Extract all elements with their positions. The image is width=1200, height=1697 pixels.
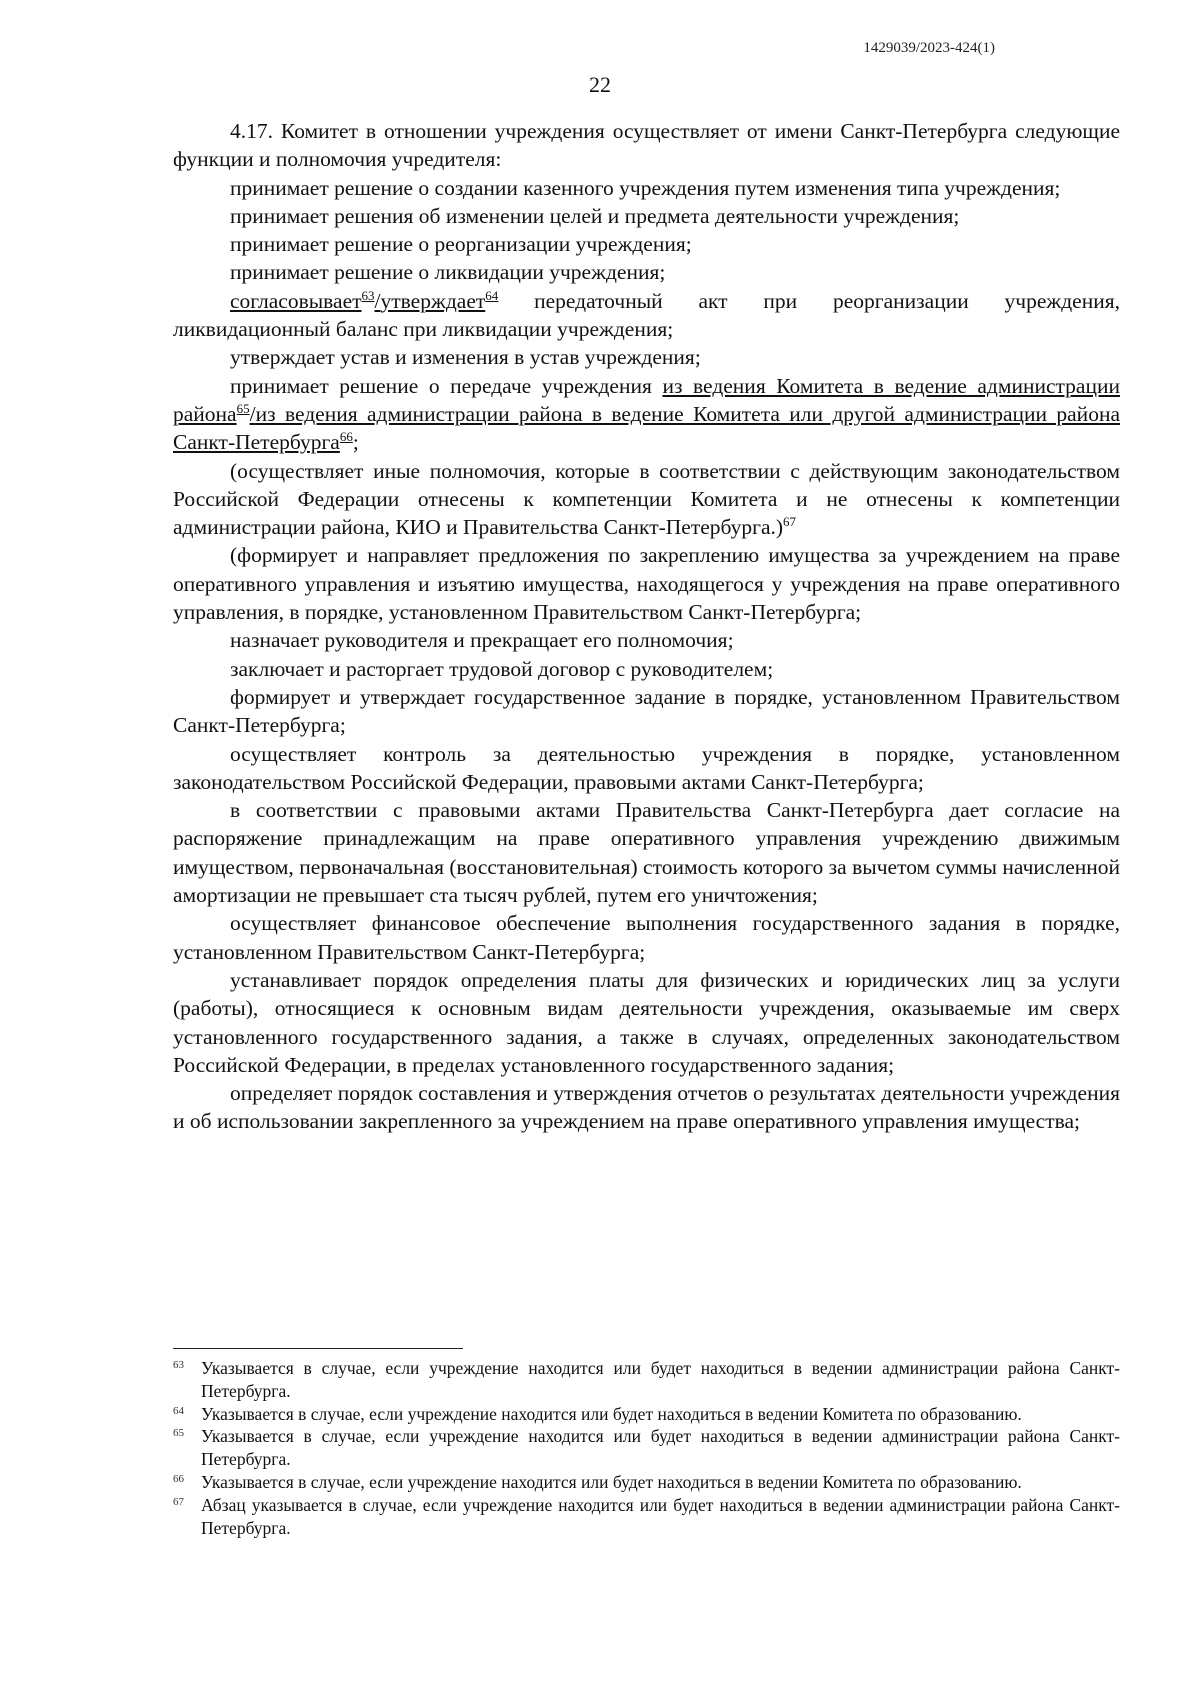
footnote xyxy=(173,1403,1120,1426)
footnote-separator xyxy=(173,1348,463,1349)
paragraph: утверждает устав и изменения в устав учреждения; xyxy=(230,345,701,370)
underlined-text: утверждает xyxy=(380,288,486,313)
paragraph xyxy=(173,457,1120,542)
footnote-ref[interactable]: 64 xyxy=(485,287,499,303)
footnote-ref[interactable]: 65 xyxy=(236,400,250,416)
paragraph: осуществляет контроль за деятельностью учреждения в порядке, установленном законодательством Российской Федерации, правовыми актами Санкт-Петербурга; xyxy=(173,741,1120,794)
underlined-text: из ведения администрации района в ведение Комитета или другой администрации района Санкт-Петербурга xyxy=(173,401,1120,455)
separator: / xyxy=(249,401,256,426)
paragraph: принимает решение о создании казенного учреждения путем изменения типа учреждения; xyxy=(230,175,1061,200)
paragraph: формирует и утверждает государственное задание в порядке, установленном Правительством Санкт-Петербурга; xyxy=(173,684,1120,738)
document-body xyxy=(173,117,1120,1136)
footnote-ref[interactable]: 67 xyxy=(783,514,797,530)
footnote-mark: 65 xyxy=(173,1427,184,1440)
document-id: 1429039/2023-424(1) xyxy=(863,40,995,56)
paragraph-text: (осуществляет иные полномочия, которые в соответствии с действующим законодательством Российской Федерации отнесены к компетенции Комитета и не отнесены к компетенции администрации района, КИО и Правительства Санкт-Петербурга.) xyxy=(173,458,1120,540)
paragraph-text: принимает решение о передаче учреждения xyxy=(230,373,663,398)
footnote xyxy=(173,1357,1120,1403)
footnote xyxy=(173,1425,1120,1471)
footnote-text: Указывается в случае, если учреждение находится или будет находиться в ведении Комитета по образованию. xyxy=(201,1403,1022,1424)
paragraph-text: передаточный акт при реорганизации учреждения, ликвидационный баланс при ликвидации учреждения; xyxy=(173,288,1120,342)
footnote-text: Указывается в случае, если учреждение находится или будет находиться в ведении администрации района Санкт-Петербурга. xyxy=(201,1358,1120,1401)
paragraph: осуществляет финансовое обеспечение выполнения государственного задания в порядке, установленном Правительством Санкт-Петербурга; xyxy=(173,911,1120,964)
paragraph: назначает руководителя и прекращает его полномочия; xyxy=(230,628,734,653)
paragraph: (формирует и направляет предложения по закреплению имущества за учреждением на праве оперативного управления и изъятию имущества, находящегося у учреждения на праве оперативного управления, в порядке, установленном Правительством Санкт-Петербурга; xyxy=(173,543,1120,625)
footnote xyxy=(173,1494,1120,1540)
page-number: 22 xyxy=(589,72,611,97)
footnote-mark: 63 xyxy=(173,1359,184,1371)
footnote xyxy=(173,1471,1120,1494)
footnote-ref[interactable]: 63 xyxy=(361,287,375,303)
footnote-ref[interactable]: 66 xyxy=(339,429,353,445)
footnote-mark: 67 xyxy=(173,1495,184,1508)
paragraph xyxy=(173,287,1120,344)
paragraph: устанавливает порядок определения платы для физических и юридических лиц за услуги (работы), относящиеся к основным видам деятельности учреждения, оказываемые им сверх установленного государственного задания, а также в случаях, определенных законодательством Российской Федерации, в пределах установленного государственного задания; xyxy=(173,967,1120,1077)
paragraph: принимает решение о ликвидации учреждения; xyxy=(230,260,666,285)
footnote-text: Указывается в случае, если учреждение находится или будет находиться в ведении Комитета по образованию. xyxy=(201,1471,1022,1492)
paragraph-text: ; xyxy=(352,430,359,455)
paragraph: определяет порядок составления и утверждения отчетов о результатах деятельности учреждения и об использовании закрепленного за учреждением на праве оперативного управления имущества; xyxy=(173,1081,1120,1134)
footnote-mark: 64 xyxy=(173,1404,184,1417)
paragraph: принимает решение о реорганизации учреждения; xyxy=(230,232,692,257)
footnotes xyxy=(173,1357,1120,1539)
footnote-text: Абзац указывается в случае, если учреждение находится или будет находиться в ведении администрации района Санкт-Петербурга. xyxy=(201,1494,1120,1538)
paragraph: 4.17. Комитет в отношении учреждения осуществляет от имени Санкт-Петербурга следующие функции и полномочия учредителя: xyxy=(173,119,1120,172)
paragraph: принимает решения об изменении целей и предмета деятельности учреждения; xyxy=(230,203,960,228)
separator: / xyxy=(374,288,381,313)
paragraph: заключает и расторгает трудовой договор с руководителем; xyxy=(230,656,774,681)
underlined-text: из ведения Комитета в ведение администрации района xyxy=(173,373,1120,426)
footnote-mark: 66 xyxy=(173,1472,184,1485)
paragraph: в соответствии с правовыми актами Правительства Санкт-Петербурга дает согласие на распоряжение принадлежащим на праве оперативного управления учреждению движимым имуществом, первоначальная (восстановительная) стоимость которого за вычетом суммы начисленной амортизации не превышает ста тысяч рублей, путем его уничтожения; xyxy=(173,798,1120,908)
underlined-text: согласовывает xyxy=(230,288,362,313)
paragraph xyxy=(173,372,1120,457)
footnote-text: Указывается в случае, если учреждение находится или будет находиться в ведении администрации района Санкт-Петербурга. xyxy=(201,1426,1120,1470)
